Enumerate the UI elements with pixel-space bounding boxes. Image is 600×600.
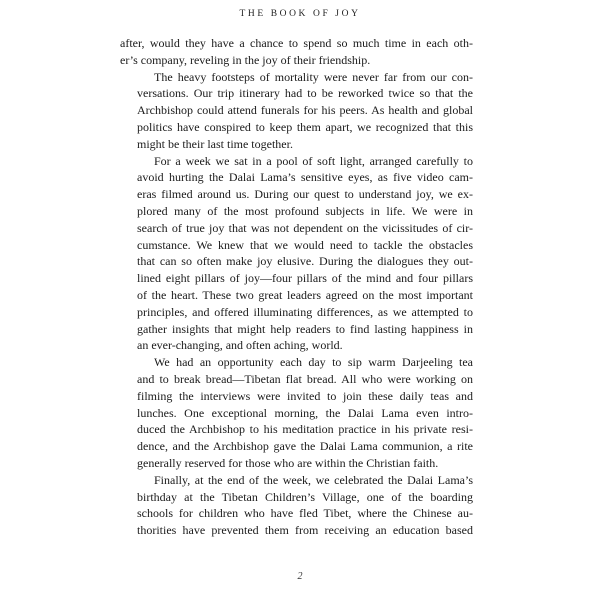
text-line: lunches. One exceptional morning, the Dalai Lama even intro- [137,405,473,420]
text-line: that can so often make joy elusive. During the dialogues they out- [137,254,473,269]
text-line: lined eight pillars of joy—four pillars of the mind and four pillars [137,271,473,286]
text-line: versations. Our trip itinerary had to be reworked twice so that the [137,86,473,101]
text-line: er’s company, reveling in the joy of their friendship. [120,52,371,67]
text-line: and to break bread—Tibetan flat bread. All who were working on [137,371,473,386]
text-line: filming the interviews were invited to join these daily teas and [137,388,473,403]
text-line: politics have conspired to keep them apart, we recognized that this [137,119,473,134]
page-number: 2 [297,571,303,582]
text-line: avoid hurting the Dalai Lama’s sensitive eyes, as five video cam- [137,170,473,185]
text-line: search of true joy that was not dependent on the vicissitudes of cir- [137,220,473,235]
paragraph [120,35,473,69]
text-line: dence, and the Archbishop gave the Dalai Lama communion, a rite [137,439,473,454]
text-line: after, would they have a chance to spend so much time in each oth- [120,36,473,50]
running-head: THE BOOK OF JOY [239,9,361,19]
text-line: generally reserved for those who are within the Christian faith. [137,455,439,470]
text-line: principles, and offered illuminating differences, as we attempted to [137,304,473,319]
text-line: birthday at the Tibetan Children’s Village, one of the boarding [137,489,473,504]
text-line: plored many of the most profound subjects in life. We were in [137,203,473,218]
paragraph [120,354,473,472]
text-line: eras filmed around us. During our quest to understand joy, we ex- [137,187,473,202]
paragraph [120,472,473,539]
body-text [120,35,473,539]
text-line: might be their last time together. [137,136,293,151]
text-line: Archbishop could attend funerals for his peers. As health and global [137,103,473,118]
text-line: duced the Archbishop to his meditation practice in his private resi- [137,422,473,437]
paragraph [120,69,473,153]
text-line: For a week we sat in a pool of soft light, arranged carefully to [154,153,473,168]
text-line: schools for children who have fled Tibet, where the Chinese au- [137,506,473,521]
text-line: gather insights that might help readers to find lasting happiness in [137,321,473,336]
text-line: The heavy footsteps of mortality were never far from our con- [154,69,473,84]
text-line: of the heart. These two great leaders agreed on the most important [137,287,473,302]
text-line: thorities have prevented them from receiving an education based [137,523,473,538]
text-line: cumstance. We knew that we would need to tackle the obstacles [137,237,473,252]
paragraph [120,153,473,355]
text-line: Finally, at the end of the week, we celebrated the Dalai Lama’s [154,472,473,487]
text-line: We had an opportunity each day to sip warm Darjeeling tea [154,355,473,370]
text-line: an ever-changing, and often aching, world. [137,338,343,353]
